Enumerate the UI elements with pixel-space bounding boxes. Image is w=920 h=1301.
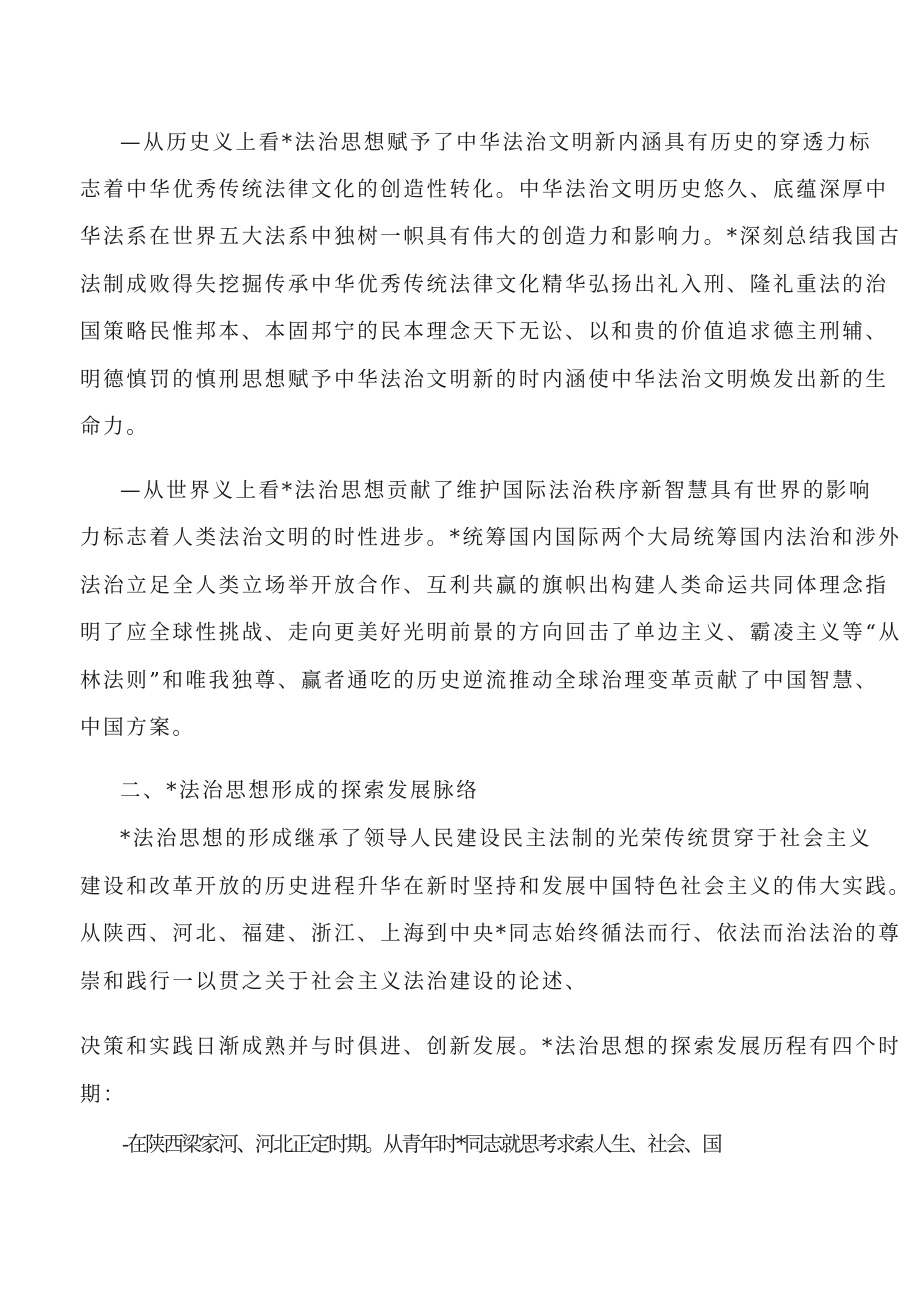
paragraph-3-line-5: 决策和实践日渐成熟并与时俱进、创新发展。*法治思想的探索发展历程有四个时 bbox=[80, 1034, 902, 1058]
paragraph-1-line-2: 志着中华优秀传统法律文化的创造性转化。中华法治文明历史悠久、底蕴深厚中 bbox=[80, 177, 889, 201]
paragraph-1-line-1: —从历史义上看*法治思想赋予了中华法治文明新内涵具有历史的穿透力标 bbox=[120, 130, 873, 154]
paragraph-2-line-1: —从世界义上看*法治思想贡献了维护国际法治秩序新智慧具有世界的影响 bbox=[120, 478, 873, 502]
paragraph-3-line-2: 建设和改革开放的历史进程升华在新时坚持和发展中国特色社会主义的伟大实践。 bbox=[80, 874, 912, 898]
paragraph-4-line-1: -在陕西梁家河、河北正定时期。从青年时*同志就思考求索人生、社会、国 bbox=[122, 1132, 721, 1156]
paragraph-2-line-3: 法治立足全人类立场举开放合作、互利共赢的旗帜出构建人类命运共同体理念指 bbox=[80, 573, 889, 597]
paragraph-3-line-3: 从陕西、河北、福建、浙江、上海到中央*同志始终循法而行、依法而治法治的尊 bbox=[80, 921, 902, 945]
paragraph-3-line-6: 期： bbox=[80, 1082, 127, 1106]
section-heading: 二、*法治思想形成的探索发展脉络 bbox=[120, 778, 480, 802]
paragraph-1-line-3: 华法系在世界五大法系中独树一帜具有伟大的创造力和影响力。*深刻总结我国古 bbox=[80, 224, 902, 248]
paragraph-3-line-4: 崇和践行一以贯之关于社会主义法治建设的论述、 bbox=[80, 969, 589, 993]
paragraph-1-line-6: 明德慎罚的慎刑思想赋予中华法治文明新的时内涵使中华法治文明焕发出新的生 bbox=[80, 367, 889, 391]
paragraph-3-line-1: *法治思想的形成继承了领导人民建设民主法制的光荣传统贯穿于社会主义 bbox=[120, 826, 873, 850]
paragraph-2-line-4: 明了应全球性挑战、走向更美好光明前景的方向回击了单边主义、霸凌主义等“从 bbox=[80, 620, 902, 644]
paragraph-1-line-5: 国策略民惟邦本、本固邦宁的民本理念天下无讼、以和贵的价值追求德主刑辅、 bbox=[80, 319, 889, 343]
paragraph-2-line-2: 力标志着人类法治文明的时性进步。*统筹国内国际两个大局统筹国内法治和涉外 bbox=[80, 525, 902, 549]
paragraph-1-line-4: 法制成败得失挖掘传承中华优秀传统法律文化精华弘扬出礼入刑、隆礼重法的治 bbox=[80, 272, 889, 296]
paragraph-2-line-6: 中国方案。 bbox=[80, 715, 196, 739]
paragraph-2-line-5: 林法则”和唯我独尊、赢者通吃的历史逆流推动全球治理变革贡献了中国智慧、 bbox=[80, 668, 879, 692]
paragraph-1-line-7: 命力。 bbox=[80, 414, 150, 438]
